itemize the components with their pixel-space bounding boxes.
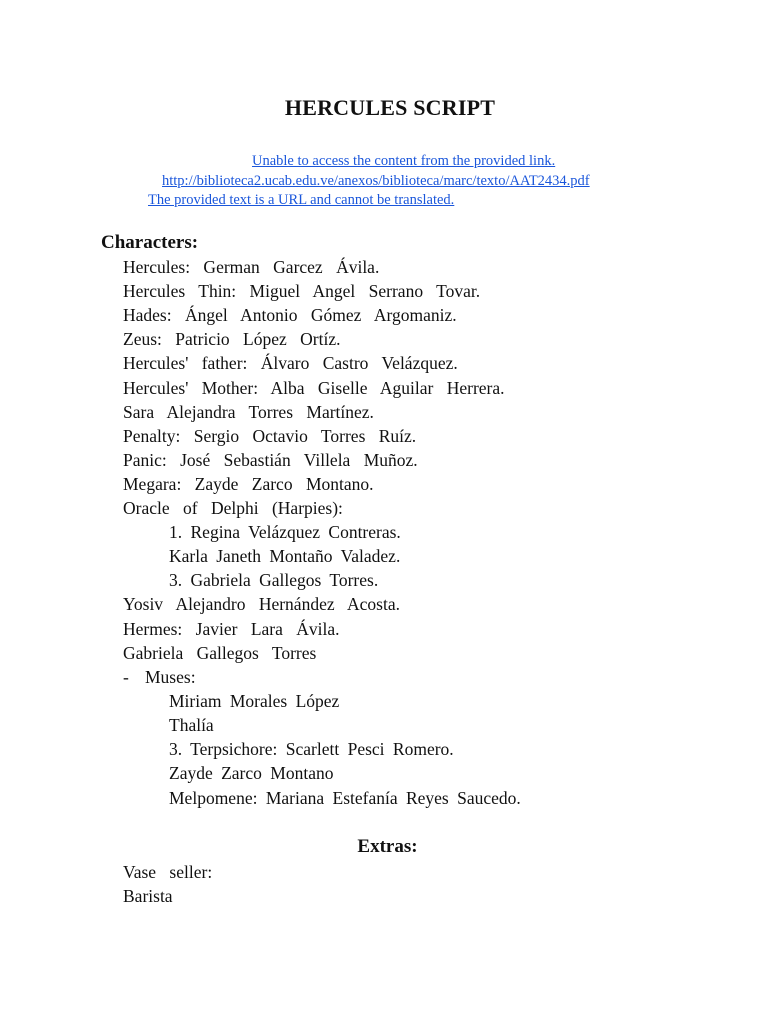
- character-line: Sara Alejandra Torres Martínez.: [123, 402, 374, 422]
- document-title: HERCULES SCRIPT: [284, 95, 496, 120]
- character-line: Penalty: Sergio Octavio Torres Ruíz.: [123, 426, 417, 446]
- character-line: Hermes: Javier Lara Ávila.: [123, 619, 340, 639]
- harpy-line: 1. Regina Velázquez Contreras.: [169, 522, 401, 542]
- character-line: Megara: Zayde Zarco Montano.: [123, 474, 374, 494]
- characters-heading: Characters:: [101, 232, 199, 253]
- extra-line: Vase seller:: [123, 862, 213, 882]
- harpy-line: 3. Gabriela Gallegos Torres.: [169, 570, 379, 590]
- notice-link[interactable]: The provided text is a URL and cannot be translated.: [148, 192, 455, 208]
- muse-line: Miriam Morales López: [169, 691, 340, 711]
- list-dash-marker: -: [123, 667, 129, 687]
- character-line: Hercules' Mother: Alba Giselle Aguilar Herrera.: [123, 378, 505, 398]
- character-line: Gabriela Gallegos Torres: [123, 643, 317, 663]
- character-line: Hades: Ángel Antonio Gómez Argomaniz.: [123, 305, 457, 325]
- extras-heading: Extras:: [357, 836, 418, 857]
- character-line: Yosiv Alejandro Hernández Acosta.: [123, 594, 400, 614]
- character-line: Zeus: Patricio López Ortíz.: [123, 329, 341, 349]
- muse-line: Zayde Zarco Montano: [169, 763, 334, 783]
- muses-label: Muses:: [145, 667, 196, 687]
- muse-line: Thalía: [169, 715, 214, 735]
- muse-line: Melpomene: Mariana Estefanía Reyes Saucedo.: [169, 788, 521, 808]
- muses-line: [123, 667, 196, 688]
- character-line: Hercules Thin: Miguel Angel Serrano Tovar.: [123, 281, 481, 301]
- character-line: Oracle of Delphi (Harpies):: [123, 498, 343, 518]
- muse-line: 3. Terpsichore: Scarlett Pesci Romero.: [169, 739, 454, 759]
- character-line: Hercules: German Garcez Ávila.: [123, 257, 380, 277]
- harpy-line: Karla Janeth Montaño Valadez.: [169, 546, 401, 566]
- character-line: Panic: José Sebastián Villela Muñoz.: [123, 450, 418, 470]
- extra-line: Barista: [123, 886, 173, 906]
- character-line: Hercules' father: Álvaro Castro Velázquez.: [123, 353, 458, 373]
- notice-link[interactable]: Unable to access the content from the provided link.: [252, 153, 556, 169]
- pdf-url-link[interactable]: http://biblioteca2.ucab.edu.ve/anexos/biblioteca/marc/texto/AAT2434.pdf: [162, 173, 590, 189]
